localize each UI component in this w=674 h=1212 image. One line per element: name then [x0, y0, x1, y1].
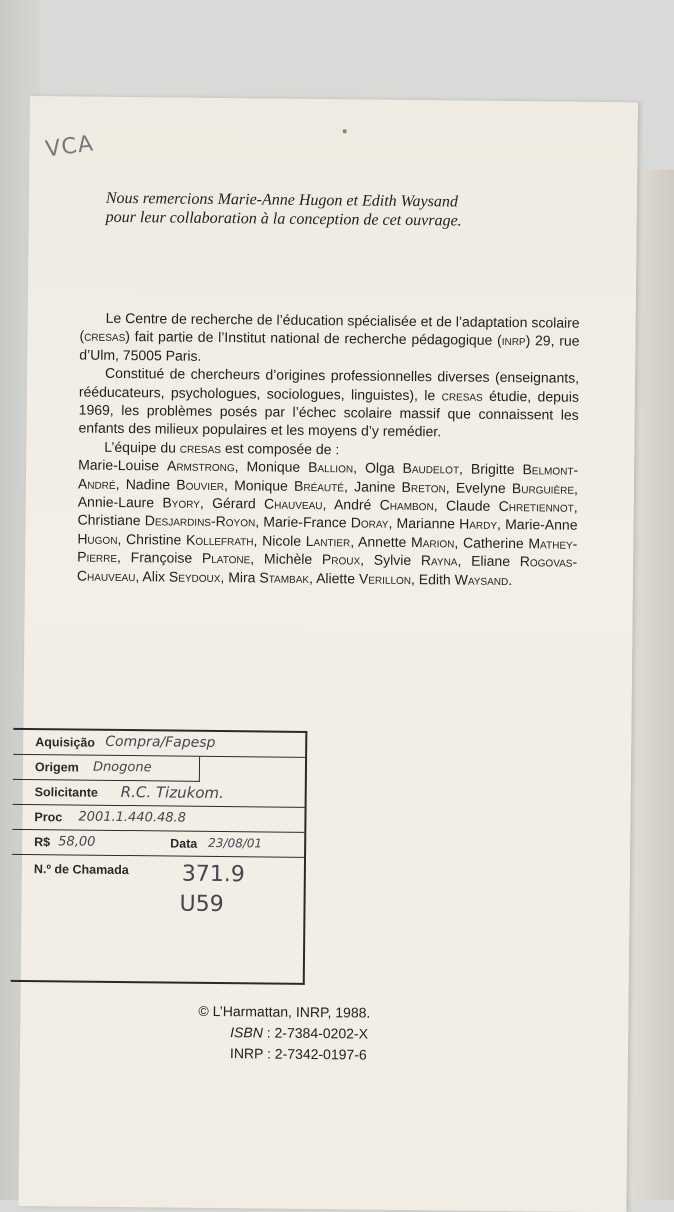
team-member-last-name: Ballion: [308, 459, 354, 476]
team-member: [78, 457, 235, 475]
team-member-first-name: Evelyne: [455, 479, 513, 496]
origem-label: Origem: [34, 760, 79, 775]
team-member-last-name: Chambon: [379, 496, 434, 514]
team-member: [142, 568, 220, 585]
paper-speck: [343, 129, 347, 133]
copyright-block: [198, 1001, 371, 1066]
team-member: [358, 533, 454, 550]
team-member: [365, 460, 459, 477]
team-member-last-name: Seydoux: [168, 568, 221, 585]
team-member-last-name: Belmont-André: [77, 461, 579, 492]
team-member-first-name: Mira: [228, 568, 260, 586]
team-member: [264, 551, 360, 568]
p1-text-a: Le Centre de recherche de l’éducation spécialisée et de l’adaptation scolaire (: [79, 309, 580, 344]
team-member-first-name: Michèle: [263, 550, 323, 568]
team-member-first-name: Janine: [354, 478, 402, 495]
team-member-first-name: Nadine: [125, 475, 177, 493]
team-member: [316, 570, 411, 587]
team-member: [419, 571, 509, 588]
p2-text-a: Constitué de chercheurs d’origines professionnelles diverses (enseignants, rééducateurs, psychologues, sociologues, linguistes), le: [78, 365, 580, 403]
copyright-line: © L’Harmattan, INRP, 1988.: [198, 1002, 371, 1021]
proc-label: Proc: [34, 810, 63, 825]
team-member-last-name: Proux: [321, 551, 361, 568]
p2-acronym-cresas: cresas: [441, 386, 483, 404]
team-member-last-name: Bréauté: [294, 477, 345, 494]
stamp-row-aquisicao: [13, 730, 305, 758]
team-member-first-name: Edith: [418, 570, 455, 588]
team-member-first-name: Alix: [142, 567, 170, 585]
team-member: [374, 552, 458, 569]
team-member-first-name: Marie-Anne: [505, 516, 578, 534]
team-member-first-name: Annie-Laure: [77, 493, 163, 511]
team-member: [397, 515, 498, 532]
team-list: Marie-Louise Armstrong, Monique Ballion, Olga Baudelot, Brigitte Belmont-André, Nadine Bouvier, Monique Bréauté, Janine Breton, Evelyne Burguière, Annie-Laure Byory, Gérard Chauveau, André Chambon, Claude Chretiennot, Christiane Desjardins-Royon, Marie-France Doray, Marianne Hardy, Marie-Anne Hugon, Christine Kollefrath, Nicole Lantier, Annette Marion, Catherine Mathey-Pierre, Françoise Platone, Michèle Proux, Sylvie Rayna, Eliane Rogovas-Chauveau, Alix Seydoux, Mira Stambak, Aliette Verillon, Edith Waysand.: [76, 456, 579, 588]
team-member: [446, 497, 574, 514]
team-member: [78, 494, 200, 511]
team-member-first-name: Claude: [445, 497, 499, 514]
team-member-last-name: Platone: [201, 550, 251, 567]
team-member: [212, 495, 323, 512]
aquisicao-value: Compra/Fapesp: [105, 733, 216, 751]
team-member: [126, 531, 254, 548]
chamada-label: N.º de Chamada: [33, 862, 129, 878]
team-member-last-name: Hardy: [459, 515, 498, 533]
team-member-last-name: Stambak: [259, 569, 310, 586]
isbn-label: ISBN: [230, 1024, 263, 1041]
origem-value: Dnogone: [92, 759, 152, 776]
acknowledgement-line-1: Nous remercions Marie-Anne Hugon et Edith Waysand: [105, 189, 458, 211]
team-member-last-name: Rogovas-Chauveau: [76, 553, 578, 584]
team-member-last-name: Mathey-Pierre: [77, 535, 578, 566]
stamp-row-rs-data: [12, 830, 304, 858]
team-member-last-name: Lantier: [305, 532, 351, 550]
team-member: [126, 476, 224, 493]
acknowledgement: [106, 189, 556, 232]
team-member-last-name: Bouvier: [176, 476, 225, 493]
team-member-first-name: Annette: [358, 533, 412, 550]
team-member: [263, 514, 388, 531]
stamp-row-proc: [12, 805, 304, 833]
p3-acronym-cresas: cresas: [179, 439, 222, 456]
team-member-last-name: Burguière: [511, 479, 575, 497]
proc-value: 2001.1.440.48.8: [78, 809, 187, 826]
team-member-first-name: Catherine: [462, 534, 529, 552]
team-member-first-name: Françoise: [130, 549, 203, 567]
team-member-last-name: Verillon: [358, 570, 412, 587]
data-label: Data: [170, 836, 198, 851]
team-member-last-name: Doray: [350, 514, 389, 532]
p1-text-c: ) 29, rue d’Ulm, 75005 Paris.: [79, 332, 580, 364]
institution-text: [77, 309, 580, 590]
p2-text-b: étudie, depuis 1969, les problèmes posés par l’échec scolaire massif que connaissent les enfants des milieux populaires et les moyens d’y remédier.: [78, 387, 579, 440]
team-member-last-name: Chauveau: [263, 495, 323, 513]
team-member-first-name: Nicole: [262, 532, 306, 549]
stamp-row-origem: [13, 755, 200, 782]
team-member-last-name: Byory: [162, 494, 200, 511]
aquisicao-label: Aquisição: [35, 735, 96, 750]
team-member-last-name: Armstrong: [166, 457, 235, 475]
team-member-last-name: Waysand: [454, 571, 509, 588]
team-member-last-name: Rayna: [420, 552, 458, 569]
rs-label: R$: [34, 835, 51, 850]
book-page: [18, 96, 638, 1212]
team-member-last-name: Chretiennot: [498, 497, 574, 515]
isbn-value: : 2-7384-0202-X: [262, 1024, 369, 1042]
acknowledgement-line-2: pour leur collaboration à la conception de cet ouvrage.: [105, 208, 462, 230]
chamada-value-1: 371.9: [181, 861, 245, 888]
team-member: [228, 569, 309, 586]
rs-value: 58,00: [58, 834, 96, 850]
team-member-last-name: Baudelot: [402, 460, 460, 477]
stamp-row-solicitante: [13, 780, 305, 808]
team-member-first-name: Marie-France: [263, 513, 351, 531]
chamada-value-2: U59: [179, 891, 224, 918]
paragraph-cresas-mission: [78, 364, 579, 443]
p1-acronym-cresas: cresas: [84, 327, 126, 345]
solicitante-value: R.C. Tizukom.: [120, 782, 224, 803]
team-member: [246, 459, 353, 476]
team-member-first-name: Marianne: [396, 515, 460, 532]
team-member-last-name: Breton: [401, 478, 446, 496]
team-member-first-name: André: [333, 496, 380, 513]
team-member-first-name: Marie-Louise: [78, 456, 168, 474]
team-member-first-name: Monique: [246, 458, 309, 476]
p3-text-b: est composée de :: [220, 439, 340, 458]
library-acquisition-stamp: [11, 728, 308, 985]
team-member-last-name: Marion: [411, 533, 455, 551]
paragraph-cresas-intro: [79, 309, 580, 369]
team-member-first-name: Christiane: [77, 511, 145, 529]
p1-text-b: ) fait partie de l’Institut national de recherche pédagogique (: [125, 328, 502, 349]
p1-acronym-inrp: inrp: [501, 332, 526, 349]
isbn-line: [198, 1022, 370, 1045]
team-member-last-name: Desjardins-Royon: [144, 512, 256, 530]
team-member-first-name: Monique: [234, 476, 295, 494]
team-member-first-name: Gérard: [212, 494, 265, 512]
inrp-isbn-line: INRP : 2-7342-0197-6: [229, 1045, 367, 1063]
team-member-first-name: Olga: [364, 459, 403, 477]
team-member: [354, 478, 446, 495]
team-member-first-name: Eliane: [471, 552, 520, 570]
team-member-first-name: Aliette: [316, 569, 360, 587]
data-value: 23/08/01: [208, 835, 263, 851]
team-member-last-name: Hugon: [77, 530, 118, 547]
team-member: [334, 496, 434, 513]
team-member: [262, 532, 350, 549]
p3-text-a: L’équipe du: [104, 438, 180, 456]
team-member-first-name: Sylvie: [373, 551, 421, 569]
team-member: [77, 512, 255, 530]
team-member-first-name: Brigitte: [470, 460, 523, 478]
team-member: [131, 549, 251, 566]
team-member-last-name: Kollefrath: [185, 531, 254, 549]
solicitante-label: Solicitante: [34, 785, 98, 800]
team-member: [456, 479, 574, 496]
team-member-first-name: Christine: [126, 530, 187, 548]
pencil-annotation: VCA: [44, 131, 96, 163]
team-member: [234, 477, 344, 494]
